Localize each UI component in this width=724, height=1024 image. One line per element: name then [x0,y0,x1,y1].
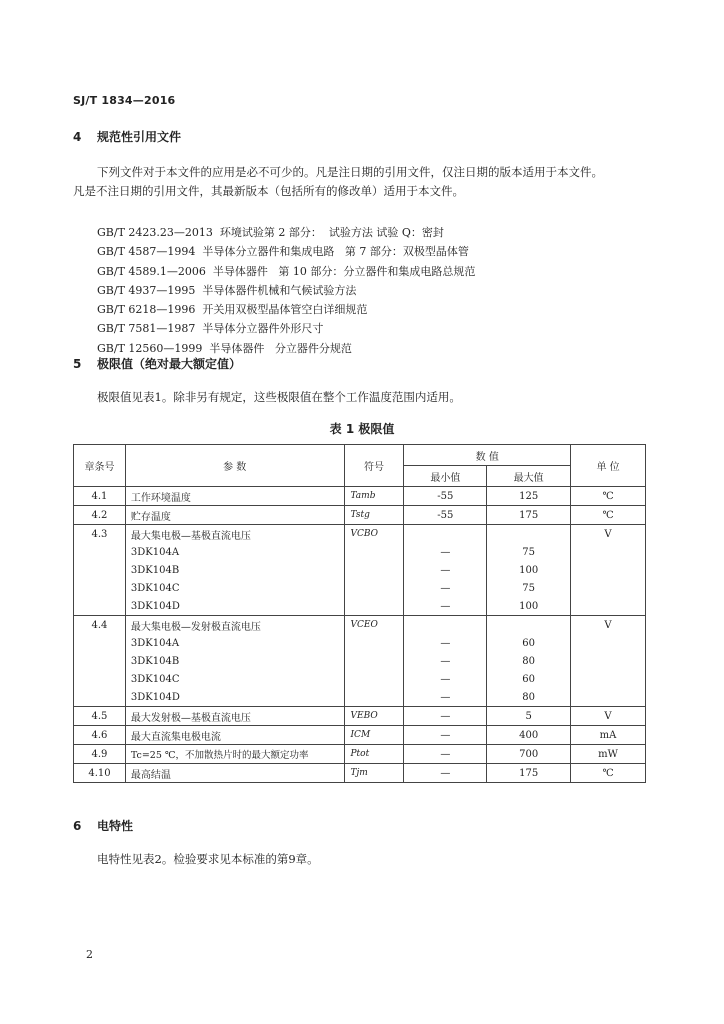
section-4-paragraph-line-1: 下列文件对于本文件的应用是必不可少的。凡是注日期的引用文件，仅注日期的版本适用于本文件。 [97,165,603,179]
max-cell: 60 [487,634,571,652]
header-value: 数 值 [404,445,571,466]
symbol-cell: VCBO [344,525,404,544]
clause-cell: 4.6 [74,726,126,745]
max-cell: 75 [487,543,571,561]
empty-cell [487,525,571,544]
table-subrow [74,579,646,597]
symbol-cell: Tjm [344,764,404,783]
table-row [74,506,646,525]
empty-cell [344,543,404,561]
table-subrow [74,543,646,561]
max-cell: 60 [487,670,571,688]
empty-cell [74,543,126,561]
empty-cell [344,652,404,670]
empty-cell [74,688,126,707]
max-cell: 100 [487,561,571,579]
section-title: 极限值（绝对最大额定值） [97,357,242,371]
min-cell: — [404,579,487,597]
table-row [74,487,646,506]
empty-cell [571,543,646,561]
param-cell: 最高结温 [125,764,344,783]
max-cell: 80 [487,652,571,670]
header-param: 参 数 [125,445,344,487]
symbol-cell: ICM [344,726,404,745]
clause-cell: 4.2 [74,506,126,525]
section-6-heading [73,817,133,834]
table-row [74,745,646,764]
table-row [74,726,646,745]
table-subrow [74,652,646,670]
min-cell: — [404,707,487,726]
reference-list [97,224,475,359]
min-cell: — [404,745,487,764]
table-row [74,764,646,783]
empty-cell [74,634,126,652]
model-cell: 3DK104A [125,634,344,652]
clause-cell: 4.3 [74,525,126,544]
max-cell: 700 [487,745,571,764]
param-cell: Tc=25 ℃，不加散热片时的最大额定功率 [125,745,344,764]
empty-cell [571,670,646,688]
table-subrow [74,597,646,616]
empty-cell [404,616,487,635]
section-number: 5 [73,357,82,371]
symbol-cell: VEBO [344,707,404,726]
document-code-header: SJ/T 1834—2016 [73,94,176,107]
table-subrow [74,688,646,707]
section-number: 4 [73,130,82,144]
min-cell: — [404,543,487,561]
header-clause: 章条号 [74,445,126,487]
empty-cell [344,561,404,579]
table-header-row [74,445,646,466]
symbol-cell: VCEO [344,616,404,635]
empty-cell [74,579,126,597]
empty-cell [74,597,126,616]
empty-cell [571,652,646,670]
table-row [74,707,646,726]
param-cell: 贮存温度 [125,506,344,525]
symbol-cell: Ptot [344,745,404,764]
max-cell: 80 [487,688,571,707]
table-caption: 表 1 极限值 [329,422,395,436]
reference-item: GB/T 4937—1995 半导体器件机械和气候试验方法 [97,283,357,297]
header-symbol: 符号 [344,445,404,487]
section-5-paragraph: 极限值见表1。除非另有规定，这些极限值在整个工作温度范围内适用。 [97,390,461,404]
unit-cell: mA [571,726,646,745]
param-cell: 最大集电极—基极直流电压 [125,525,344,544]
empty-cell [74,670,126,688]
reference-item: GB/T 4587—1994 半导体分立器件和集成电路 第 7 部分：双极型晶体管 [97,245,469,259]
reference-item: GB/T 6218—1996 开关用双极型晶体管空白详细规范 [97,303,368,317]
param-cell: 最大集电极—发射极直流电压 [125,616,344,635]
section-title: 电特性 [97,819,134,833]
max-cell: 175 [487,764,571,783]
clause-cell: 4.10 [74,764,126,783]
section-title: 规范性引用文件 [97,130,182,144]
max-cell: 5 [487,707,571,726]
symbol-cell: Tstg [344,506,404,525]
empty-cell [344,688,404,707]
clause-cell: 4.5 [74,707,126,726]
model-cell: 3DK104B [125,652,344,670]
reference-item: GB/T 12560—1999 半导体器件 分立器件分规范 [97,341,352,355]
min-cell: — [404,597,487,616]
header-min: 最小值 [404,466,487,487]
param-cell: 工作环境温度 [125,487,344,506]
table-subrow [74,561,646,579]
section-number: 6 [73,819,82,833]
reference-item: GB/T 7581—1987 半导体分立器件外形尺寸 [97,322,324,336]
unit-cell: ℃ [571,764,646,783]
min-cell: — [404,764,487,783]
max-cell: 100 [487,597,571,616]
empty-cell [571,579,646,597]
model-cell: 3DK104B [125,561,344,579]
page-number: 2 [86,948,93,961]
unit-cell: V [571,616,646,635]
empty-cell [487,616,571,635]
max-cell: 125 [487,487,571,506]
unit-cell: ℃ [571,487,646,506]
clause-cell: 4.9 [74,745,126,764]
min-cell: -55 [404,487,487,506]
param-cell: 最大发射极—基极直流电压 [125,707,344,726]
unit-cell: ℃ [571,506,646,525]
reference-item: GB/T 4589.1—2006 半导体器件 第 10 部分：分立器件和集成电路总规范 [97,264,476,278]
empty-cell [74,652,126,670]
model-cell: 3DK104D [125,688,344,707]
header-max: 最大值 [487,466,571,487]
min-cell: -55 [404,506,487,525]
section-6-paragraph: 电特性见表2。检验要求见本标准的第9章。 [97,852,319,866]
empty-cell [344,579,404,597]
unit-cell: V [571,707,646,726]
model-cell: 3DK104A [125,543,344,561]
section-5-heading [73,355,241,372]
reference-item: GB/T 2423.23—2013 环境试验第 2 部分： 试验方法 试验 Q：密封 [97,226,444,239]
unit-cell: V [571,525,646,544]
table-row [74,525,646,544]
empty-cell [344,634,404,652]
min-cell: — [404,726,487,745]
empty-cell [344,597,404,616]
clause-cell: 4.4 [74,616,126,635]
max-cell: 400 [487,726,571,745]
model-cell: 3DK104D [125,597,344,616]
section-4-heading [73,128,181,145]
min-cell: — [404,688,487,707]
clause-cell: 4.1 [74,487,126,506]
empty-cell [74,561,126,579]
limit-values-table [73,444,646,783]
min-cell: — [404,670,487,688]
min-cell: — [404,634,487,652]
min-cell: — [404,561,487,579]
table-row [74,616,646,635]
section-4-paragraph-line-2: 凡是不注日期的引用文件，其最新版本（包括所有的修改单）适用于本文件。 [73,184,464,198]
model-cell: 3DK104C [125,579,344,597]
table-subrow [74,634,646,652]
max-cell: 175 [487,506,571,525]
empty-cell [571,561,646,579]
empty-cell [344,670,404,688]
unit-cell: mW [571,745,646,764]
symbol-cell: Tamb [344,487,404,506]
table-subrow [74,670,646,688]
empty-cell [571,634,646,652]
empty-cell [571,688,646,707]
empty-cell [404,525,487,544]
max-cell: 75 [487,579,571,597]
model-cell: 3DK104C [125,670,344,688]
min-cell: — [404,652,487,670]
header-unit: 单 位 [571,445,646,487]
empty-cell [571,597,646,616]
param-cell: 最大直流集电极电流 [125,726,344,745]
